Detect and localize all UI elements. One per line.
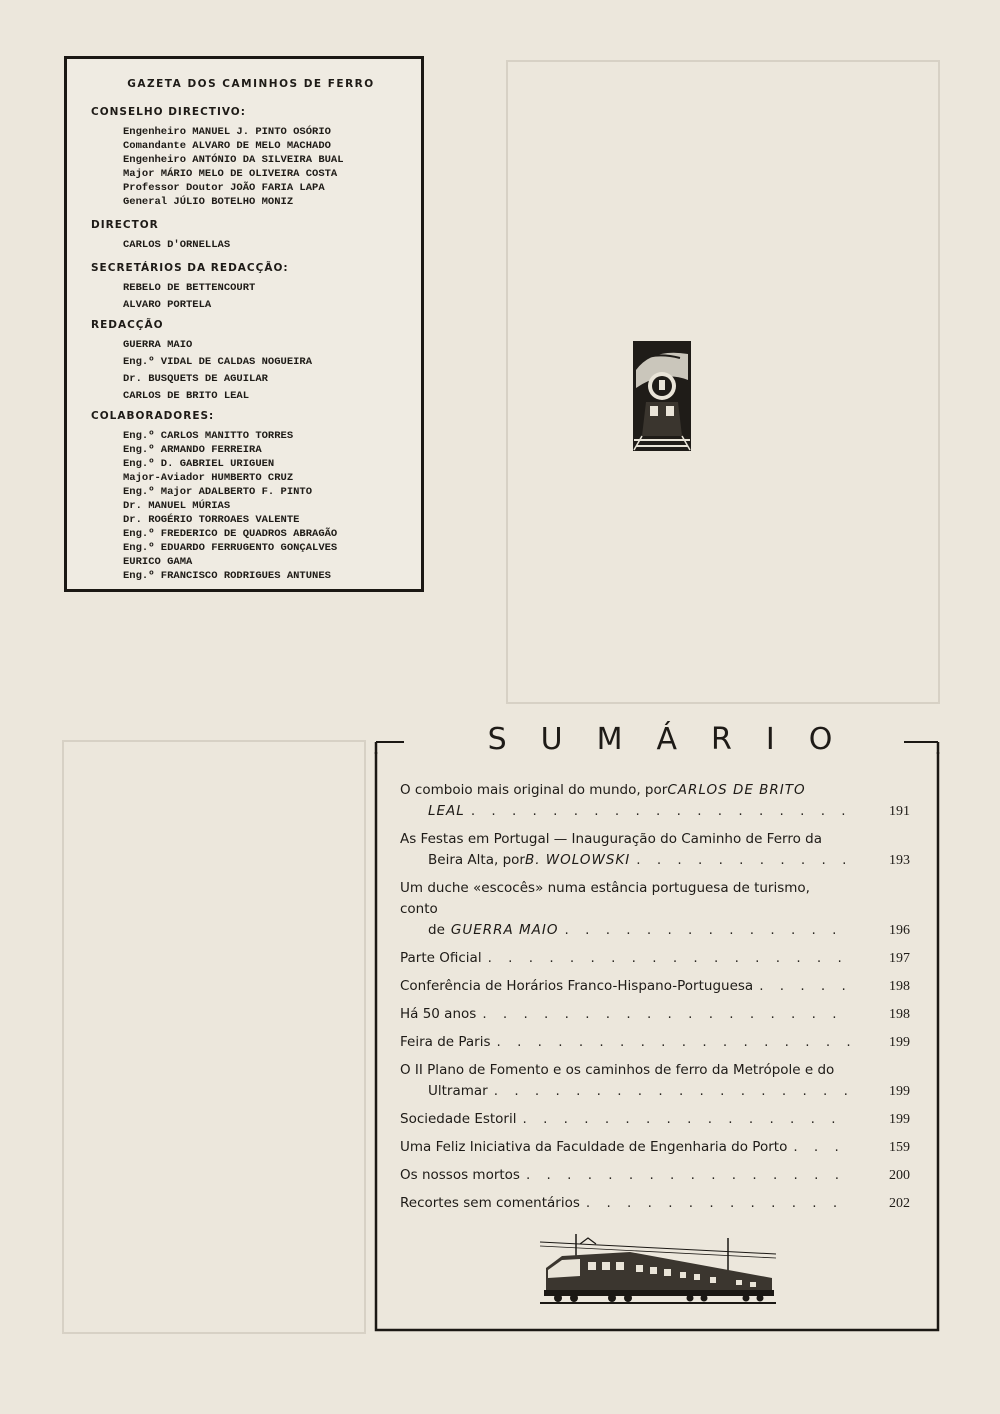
section-heading: REDACÇÃO	[91, 319, 164, 331]
name-line: ALVARO PORTELA	[123, 299, 212, 311]
toc-page-number: 159	[889, 1140, 910, 1155]
toc-title: O comboio mais original do mundo, por	[400, 782, 668, 798]
toc-page-number: 198	[889, 1007, 910, 1022]
section-heading: COLABORADORES:	[91, 410, 215, 422]
name-line: Comandante ALVARO DE MELO MACHADO	[123, 140, 331, 152]
name-line: Eng.º FREDERICO DE QUADROS ABRAGÃO	[123, 528, 338, 540]
leader-dots	[565, 920, 850, 941]
leader-dots	[471, 801, 850, 822]
electric-train-icon	[540, 1232, 776, 1306]
toc-title-cont: Ultramar	[428, 1083, 488, 1099]
leader-dots	[759, 976, 850, 997]
section-director	[91, 218, 411, 252]
name-line: Engenheiro MANUEL J. PINTO OSÓRIO	[123, 126, 331, 138]
bleed-through-frame-left	[62, 740, 366, 1334]
toc-title: Parte Oficial	[400, 950, 482, 966]
table-of-contents	[400, 780, 910, 1221]
locomotive-engraving-icon	[632, 340, 692, 452]
section-colaboradores	[91, 409, 411, 583]
toc-page-number: 199	[889, 1035, 910, 1050]
name-line: REBELO DE BETTENCOURT	[123, 282, 256, 294]
leader-dots	[497, 1032, 850, 1053]
section-heading: CONSELHO DIRECTIVO:	[91, 106, 246, 118]
name-line: GUERRA MAIO	[123, 339, 193, 351]
toc-entry[interactable]	[400, 780, 910, 822]
bleed-through-frame-top	[506, 60, 940, 704]
name-line: Eng.º FRANCISCO RODRIGUES ANTUNES	[123, 570, 331, 582]
name-line: Eng.º Major ADALBERTO F. PINTO	[123, 486, 313, 498]
name-line: Eng.º VIDAL DE CALDAS NOGUEIRA	[123, 356, 313, 368]
toc-page-number: 197	[889, 951, 910, 966]
name-line: CARLOS D'ORNELLAS	[123, 239, 231, 251]
toc-page-number: 202	[889, 1196, 910, 1211]
masthead-title: GAZETA DOS CAMINHOS DE FERRO	[127, 78, 375, 90]
toc-entry[interactable]	[400, 1137, 910, 1158]
name-line: Eng.º ARMANDO FERREIRA	[123, 444, 262, 456]
name-line: Eng.º EDUARDO FERRUGENTO GONÇALVES	[123, 542, 338, 554]
name-line: Major-Aviador HUMBERTO CRUZ	[123, 472, 294, 484]
toc-entry[interactable]	[400, 1193, 910, 1214]
masthead-box	[64, 56, 424, 592]
name-line: Eng.º D. GABRIEL URIGUEN	[123, 458, 275, 470]
name-line: Major MÁRIO MELO DE OLIVEIRA COSTA	[123, 168, 338, 180]
name-line: Dr. ROGÉRIO TORROAES VALENTE	[123, 514, 300, 526]
toc-title: Feira de Paris	[400, 1034, 491, 1050]
name-line: Dr. BUSQUETS DE AGUILAR	[123, 373, 268, 385]
toc-author: LEAL	[428, 803, 465, 819]
leader-dots	[586, 1193, 850, 1214]
toc-entry[interactable]	[400, 1109, 910, 1130]
name-line: CARLOS DE BRITO LEAL	[123, 390, 250, 402]
toc-title-cont: de	[428, 922, 445, 938]
toc-author: GUERRA MAIO	[450, 922, 559, 938]
leader-dots	[494, 1081, 850, 1102]
toc-entry[interactable]	[400, 976, 910, 997]
toc-title: Há 50 anos	[400, 1006, 477, 1022]
section-conselho	[91, 105, 411, 209]
leader-dots	[488, 948, 850, 969]
name-line: General JÚLIO BOTELHO MONIZ	[123, 196, 294, 208]
summary-title: SUMÁRIO	[374, 722, 940, 758]
name-line: Eng.º CARLOS MANITTO TORRES	[123, 430, 294, 442]
toc-title: O II Plano de Fomento e os caminhos de ferro da Metrópole e do	[400, 1062, 835, 1078]
leader-dots	[793, 1137, 850, 1158]
toc-entry[interactable]	[400, 829, 910, 871]
section-secretarios	[91, 261, 411, 312]
toc-entry[interactable]	[400, 1004, 910, 1025]
toc-title: Um duche «escocês» numa estância portuguesa de turismo, conto	[400, 880, 810, 917]
summary-section	[374, 722, 940, 1332]
toc-author: B. WOLOWSKI	[524, 852, 631, 868]
toc-entry[interactable]	[400, 948, 910, 969]
name-line: EURICO GAMA	[123, 556, 193, 568]
toc-page-number: 196	[889, 923, 910, 938]
leader-dots	[522, 1109, 850, 1130]
toc-title: Recortes sem comentários	[400, 1195, 580, 1211]
toc-entry[interactable]	[400, 1165, 910, 1186]
toc-title: Conferência de Horários Franco-Hispano-Portuguesa	[400, 978, 754, 994]
name-line: Engenheiro ANTÓNIO DA SILVEIRA BUAL	[123, 154, 344, 166]
toc-page-number: 199	[889, 1084, 910, 1099]
name-line: Dr. MANUEL MÚRIAS	[123, 500, 231, 512]
section-heading: SECRETÁRIOS DA REDACÇÃO:	[91, 262, 289, 274]
toc-title: Uma Feliz Iniciativa da Faculdade de Engenharia do Porto	[400, 1139, 788, 1155]
name-line: Professor Doutor JOÃO FARIA LAPA	[123, 182, 325, 194]
toc-entry[interactable]	[400, 1060, 910, 1102]
toc-entry[interactable]	[400, 1032, 910, 1053]
toc-page-number: 198	[889, 979, 910, 994]
section-redaccao	[91, 318, 411, 403]
toc-title: As Festas em Portugal — Inauguração do Caminho de Ferro da	[400, 831, 822, 847]
leader-dots	[482, 1004, 850, 1025]
leader-dots	[636, 850, 850, 871]
toc-author: CARLOS DE BRITO	[667, 782, 806, 798]
leader-dots	[526, 1165, 850, 1186]
toc-page-number: 191	[889, 804, 910, 819]
toc-page-number: 199	[889, 1112, 910, 1127]
toc-entry[interactable]	[400, 878, 910, 941]
toc-title-cont: Beira Alta, por	[428, 852, 525, 868]
toc-title: Os nossos mortos	[400, 1167, 520, 1183]
section-heading: DIRECTOR	[91, 219, 159, 231]
toc-page-number: 193	[889, 853, 910, 868]
toc-title: Sociedade Estoril	[400, 1111, 517, 1127]
toc-page-number: 200	[889, 1168, 910, 1183]
